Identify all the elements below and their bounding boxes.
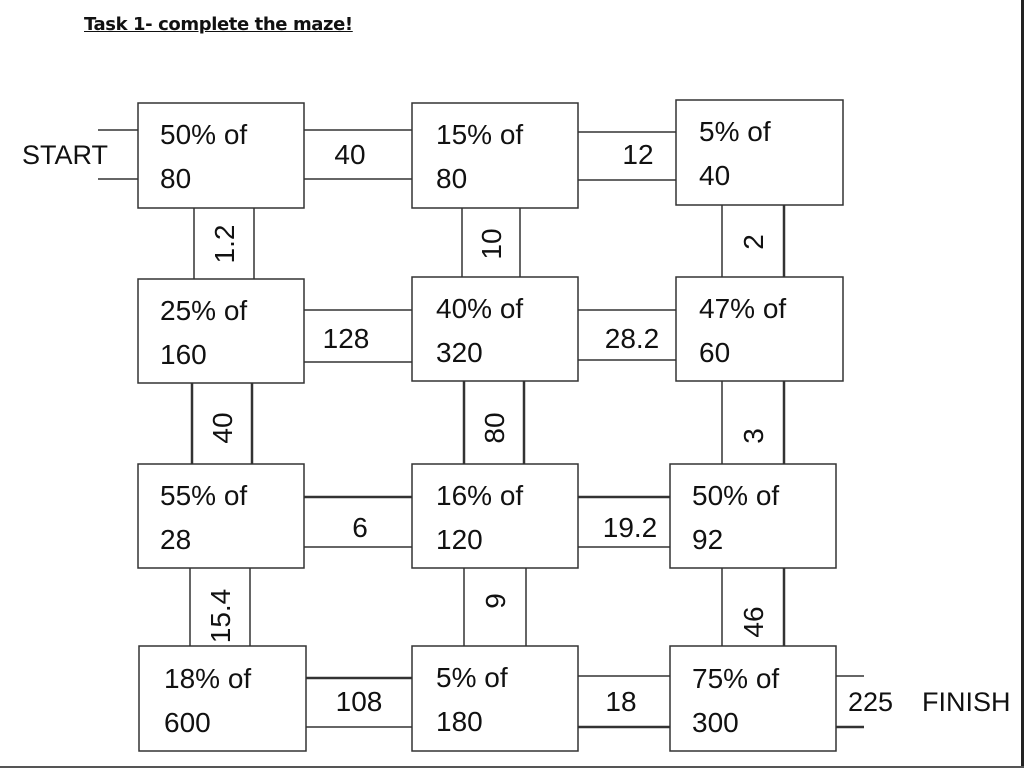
box-7-line2: 28 [160,524,192,555]
box-1-line2: 80 [160,163,192,194]
box-5-line2: 320 [436,337,483,368]
box-4-line1: 25% of [160,295,248,326]
start-label: START [22,140,109,170]
box-11-line2: 180 [436,706,483,737]
box-8-line2: 120 [436,524,483,555]
v-connector-4: 40 [207,412,238,444]
box-10-line2: 600 [164,707,211,738]
box-9-line2: 92 [692,524,724,555]
v-connector-1: 1.2 [209,224,240,264]
box-12-line1: 75% of [692,663,780,694]
box-10-line1: 18% of [164,663,252,694]
box-11-line1: 5% of [436,662,508,693]
task-title: Task 1- complete the maze! [84,14,353,35]
v-connector-2: 10 [476,228,507,260]
finish-value: 225 [848,687,894,717]
box-4-line2: 160 [160,339,207,370]
v-connector-3: 2 [738,234,769,250]
h-connector-3: 128 [322,323,370,354]
v-connector-9: 46 [738,606,769,638]
box-5-line1: 40% of [436,293,524,324]
box-3-line2: 40 [699,160,731,191]
box-7-line1: 55% of [160,480,248,511]
box-6-line1: 47% of [699,293,787,324]
h-connector-7: 108 [335,686,383,717]
v-connector-8: 9 [480,593,511,609]
h-connector-5: 6 [352,512,368,543]
box-1-line1: 50% of [160,119,248,150]
h-connector-8: 18 [605,686,637,717]
v-connector-5: 80 [479,412,510,444]
h-connector-1: 40 [334,139,366,170]
h-connector-2: 12 [622,139,654,170]
box-12-line2: 300 [692,707,739,738]
h-connector-6: 19.2 [602,512,658,543]
v-connector-6: 3 [738,428,769,444]
h-connector-4: 28.2 [604,323,660,354]
finish-label: FINISH [922,687,1011,717]
box-3-line1: 5% of [699,116,771,147]
box-2-line2: 80 [436,163,468,194]
box-2-line1: 15% of [436,119,524,150]
box-6-line2: 60 [699,337,731,368]
box-9-line1: 50% of [692,480,780,511]
v-connector-7: 15.4 [205,588,236,644]
box-8-line1: 16% of [436,480,524,511]
